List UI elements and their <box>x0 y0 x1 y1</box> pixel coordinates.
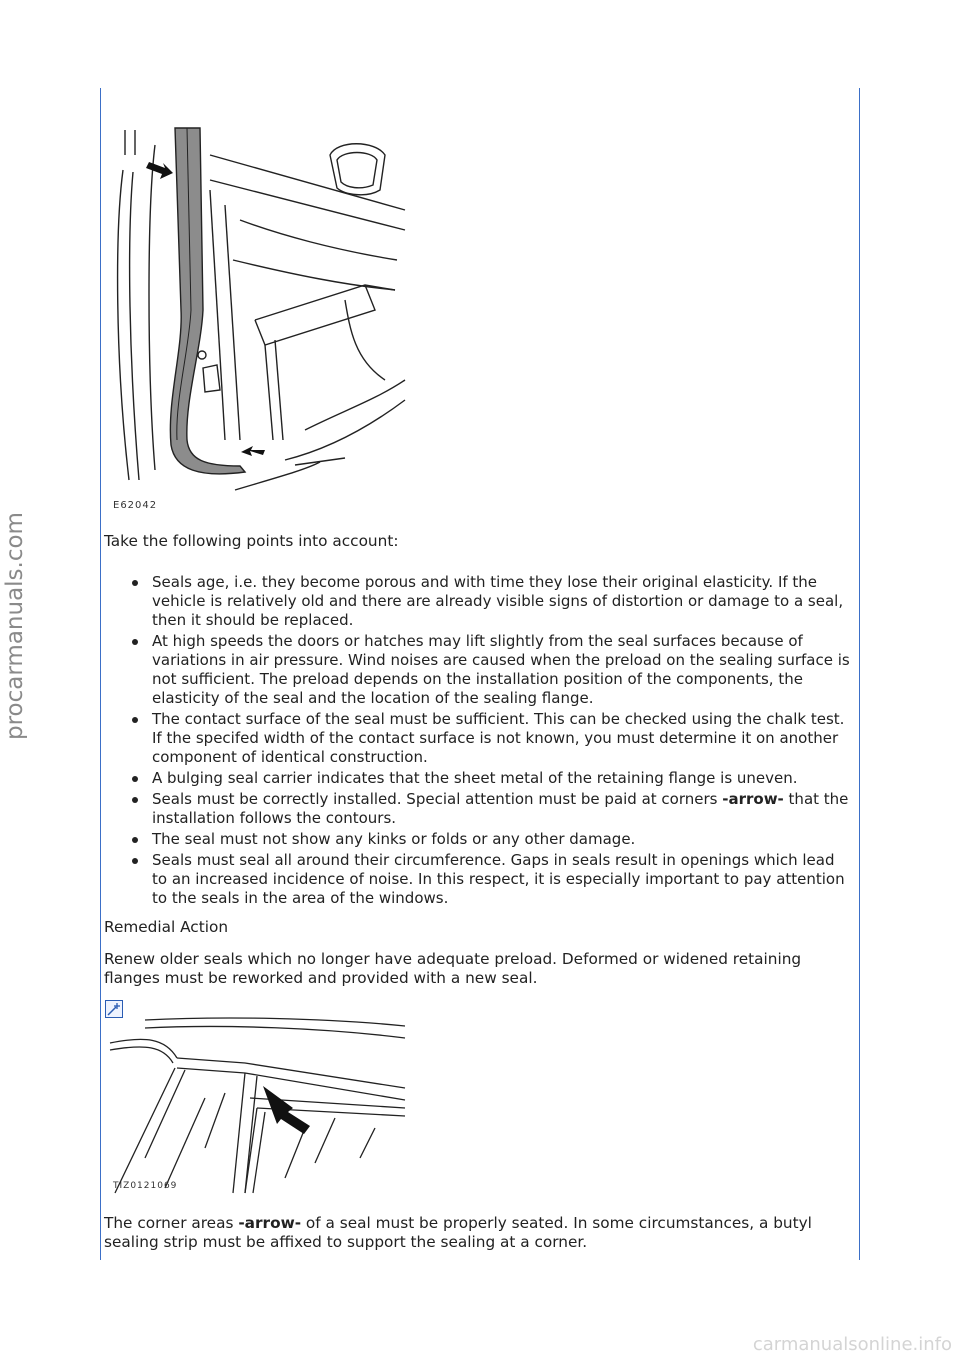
door-seal-drawing <box>105 110 415 520</box>
right-border-line <box>859 88 860 1260</box>
list-item: Seals age, i.e. they become porous and with time they lose their original elasticity. If the vehicle is relatively old and there are already visible signs of distortion or damage to a seal, then it should be replaced. <box>104 573 852 630</box>
list-item <box>104 790 852 828</box>
side-watermark: procarmanuals.com <box>2 512 28 740</box>
list-item: Seals must seal all around their circumference. Gaps in seals result in openings which lead to an increased incidence of noise. In this respect, it is especially important to pay attention to the seals in the area of the windows. <box>104 851 852 908</box>
arrow-reference: -arrow- <box>238 1214 302 1232</box>
door-seal-figure <box>105 110 415 520</box>
list-item: The contact surface of the seal must be sufficient. This can be checked using the chalk test. If the specifed width of the contact surface is not known, you must determine it on another component of identical construction. <box>104 710 852 767</box>
bottom-watermark: carmanualsonline.info <box>752 1334 952 1355</box>
arrow-reference: -arrow- <box>722 790 784 808</box>
figure-label: E62042 <box>113 500 158 511</box>
closing-text: The corner areas <box>104 1214 239 1232</box>
figure-label: TIZ0121069 <box>113 1181 178 1191</box>
window-corner-figure <box>105 998 410 1195</box>
closing-text: of a seal must be properly seated. In some circumstances, a butyl sealing strip must be affixed to support the sealing at a corner. <box>104 1214 812 1251</box>
list-item: A bulging seal carrier indicates that the sheet metal of the retaining flange is uneven. <box>104 769 852 788</box>
list-item: At high speeds the doors or hatches may lift slightly from the seal surfaces because of variations in air pressure. Wind noises are caused when the preload on the sealing surface is not sufficient. The preload depends on the installation position of the components, the elasticity of the seal and the location of the sealing flange. <box>104 632 852 708</box>
points-list <box>104 573 852 910</box>
window-corner-drawing <box>105 998 410 1195</box>
list-item: The seal must not show any kinks or folds or any other damage. <box>104 830 852 849</box>
intro-text: Take the following points into account: <box>104 532 399 550</box>
list-item-text: that the installation follows the contours. <box>152 790 849 827</box>
closing-paragraph <box>104 1214 852 1252</box>
remedial-heading: Remedial Action <box>104 918 229 936</box>
list-item-text: Seals must be correctly installed. Special attention must be paid at corners <box>152 790 723 808</box>
left-border-line <box>100 88 101 1260</box>
remedial-paragraph: Renew older seals which no longer have adequate preload. Deformed or widened retaining flanges must be reworked and provided with a new seal. <box>104 950 802 987</box>
